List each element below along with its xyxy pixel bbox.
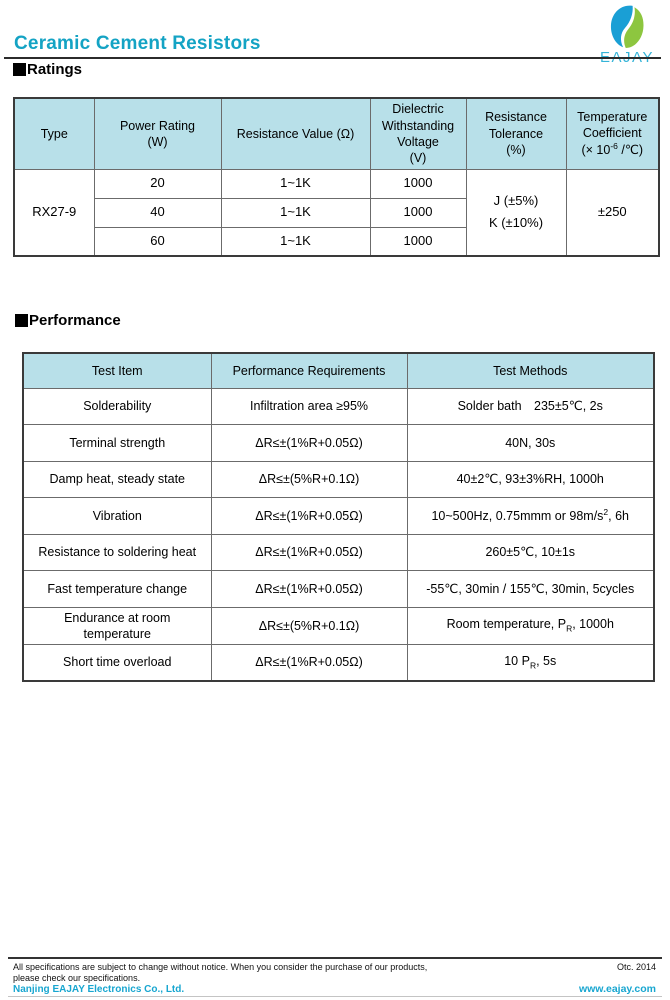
- col-header-power-rating: Power Rating (W): [94, 98, 221, 169]
- black-square-bullet-icon: [13, 63, 26, 76]
- table-row: [23, 388, 654, 425]
- table-row: [23, 498, 654, 535]
- page-bottom-edge: [8, 996, 662, 997]
- method-cell: 10 $P_R$, 5s: [407, 645, 654, 682]
- table-row: [14, 169, 659, 198]
- table-row: [23, 534, 654, 571]
- power-cell: 20: [94, 169, 221, 198]
- footer-divider: [8, 957, 662, 959]
- table-row: [23, 571, 654, 608]
- method-cell: -55℃, 30min / 155℃, 30min, 5cycles: [407, 571, 654, 608]
- table-row: [23, 425, 654, 462]
- test-item-cell: Endurance at room temperature: [23, 607, 211, 645]
- footer-notice-line1: All specifications are subject to change without notice. When you consider the purchase of our products,: [13, 962, 428, 972]
- col-header-performance-requirements: Performance Requirements: [211, 353, 407, 388]
- performance-header-row: [23, 353, 654, 388]
- ratings-table: [13, 97, 660, 257]
- requirement-cell: Infiltration area ≥95%: [211, 388, 407, 425]
- test-item-cell: Vibration: [23, 498, 211, 535]
- ratings-header-row: [14, 98, 659, 169]
- test-item-cell: Terminal strength: [23, 425, 211, 462]
- method-cell: Room temperature, $P_R$, 1000h: [407, 607, 654, 645]
- requirement-cell: ΔR≤±(5%R+0.1Ω): [211, 461, 407, 498]
- tolerance-value-cell: J (±5%) K (±10%): [466, 169, 566, 256]
- col-header-type: Type: [14, 98, 94, 169]
- requirement-cell: ΔR≤±(1%R+0.05Ω): [211, 534, 407, 571]
- power-cell: 60: [94, 227, 221, 256]
- eajay-logo-text: EAJAY: [600, 49, 654, 66]
- page-title: Ceramic Cement Resistors: [14, 33, 261, 54]
- test-item-cell: Solderability: [23, 388, 211, 425]
- requirement-cell: ΔR≤±(1%R+0.05Ω): [211, 425, 407, 462]
- footer-website-link[interactable]: www.eajay.com: [578, 983, 656, 995]
- ratings-heading-label: Ratings: [27, 61, 83, 78]
- footer-company-name: Nanjing EAJAY Electronics Co., Ltd.: [13, 984, 185, 995]
- performance-table: [22, 352, 655, 682]
- section-heading-ratings: [13, 62, 82, 77]
- footer-date: Otc. 2014: [616, 962, 656, 972]
- col-header-dielectric-voltage: Dielectric Withstanding Voltage (V): [370, 98, 466, 169]
- method-cell: 10~500Hz, 0.75mmm or $98m/s^2$, 6h: [407, 498, 654, 535]
- method-cell: Solder bath 235±5℃, 2s: [407, 388, 654, 425]
- test-item-cell: Damp heat, steady state: [23, 461, 211, 498]
- resistance-cell: 1~1K: [221, 169, 370, 198]
- resistance-cell: 1~1K: [221, 227, 370, 256]
- test-item-cell: Resistance to soldering heat: [23, 534, 211, 571]
- test-item-cell: Fast temperature change: [23, 571, 211, 608]
- col-header-temperature-coefficient: Temperature Coefficient (× $10^{-6}$ /℃): [566, 98, 659, 169]
- table-row: [23, 607, 654, 645]
- performance-heading-label: Performance: [29, 312, 121, 329]
- table-row: [23, 461, 654, 498]
- col-header-test-methods: Test Methods: [407, 353, 654, 388]
- requirement-cell: ΔR≤±(1%R+0.05Ω): [211, 571, 407, 608]
- col-header-resistance-value: Resistance Value (Ω): [221, 98, 370, 169]
- voltage-cell: 1000: [370, 198, 466, 227]
- footer-notice-line2: please check our specifications.: [13, 973, 141, 983]
- header-divider: [4, 57, 661, 59]
- requirement-cell: ΔR≤±(1%R+0.05Ω): [211, 645, 407, 682]
- voltage-cell: 1000: [370, 227, 466, 256]
- power-cell: 40: [94, 198, 221, 227]
- temp-coefficient-value-cell: ±250: [566, 169, 659, 256]
- eajay-logo: [592, 4, 662, 65]
- test-item-cell: Short time overload: [23, 645, 211, 682]
- section-heading-performance: [15, 313, 121, 328]
- resistance-cell: 1~1K: [221, 198, 370, 227]
- requirement-cell: ΔR≤±(1%R+0.05Ω): [211, 498, 407, 535]
- table-row: [23, 645, 654, 682]
- voltage-cell: 1000: [370, 169, 466, 198]
- col-header-test-item: Test Item: [23, 353, 211, 388]
- type-value-cell: RX27-9: [14, 169, 94, 256]
- requirement-cell: ΔR≤±(5%R+0.1Ω): [211, 607, 407, 645]
- black-square-bullet-icon: [15, 314, 28, 327]
- col-header-resistance-tolerance: Resistance Tolerance (%): [466, 98, 566, 169]
- method-cell: 40N, 30s: [407, 425, 654, 462]
- eajay-leaf-logo-icon: [607, 4, 647, 49]
- method-cell: 40±2℃, 93±3%RH, 1000h: [407, 461, 654, 498]
- method-cell: 260±5℃, 10±1s: [407, 534, 654, 571]
